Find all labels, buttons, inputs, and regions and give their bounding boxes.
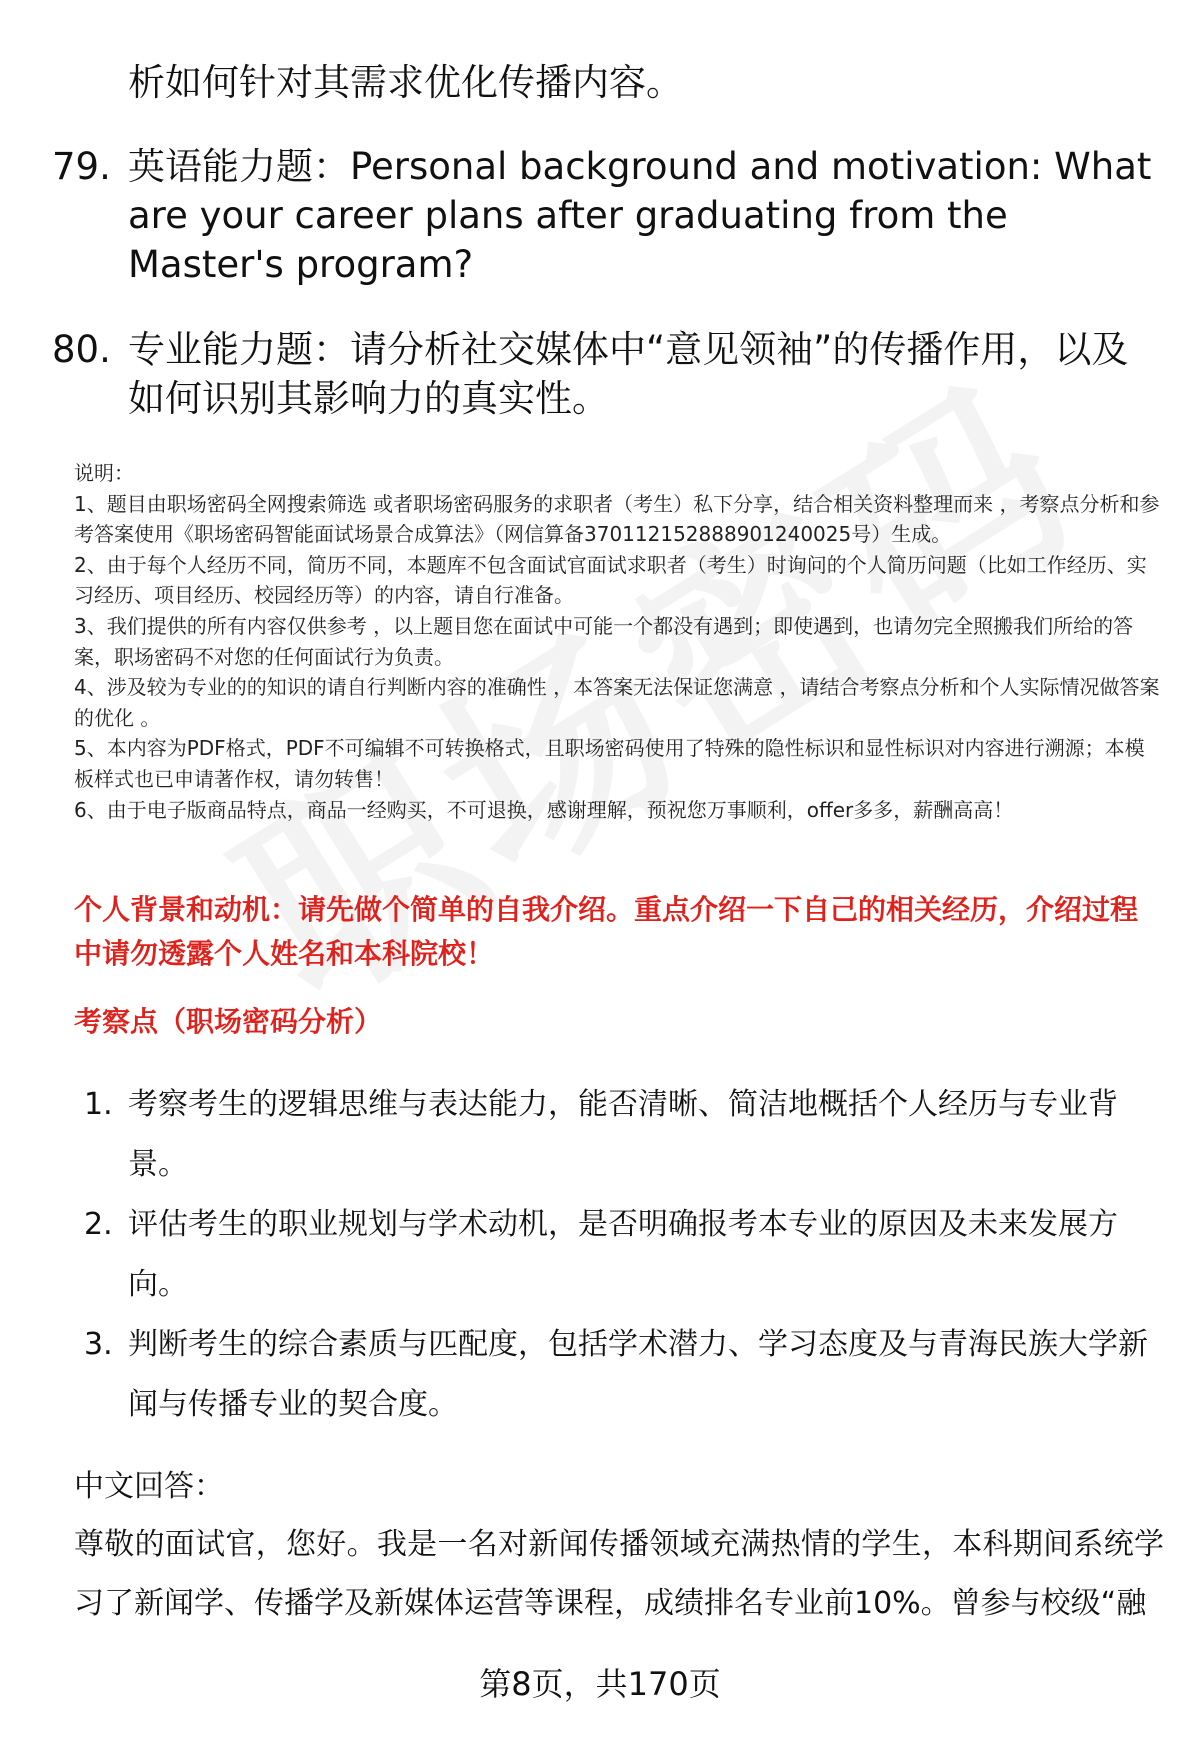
analysis-points-list xyxy=(84,1075,1164,1435)
list-item-number: 2. xyxy=(84,1207,113,1242)
notes-section xyxy=(74,458,1164,825)
question-text: 专业能力题：请分析社交媒体中“意见领袖”的传播作用，以及如何识别其影响力的真实性。 xyxy=(128,328,1129,420)
question-text: 英语能力题：Personal background and motivation: What are your career plans after graduating from the Master's program? xyxy=(128,145,1152,286)
question-number: 79. xyxy=(52,145,111,188)
note-item: 3、我们提供的所有内容仅供参考 ，以上题目您在面试中可能一个都没有遇到；即使遇到，也请勿完全照搬我们所给的答案，职场密码不对您的任何面试行为负责。 xyxy=(74,613,1134,669)
note-item: 4、涉及较为专业的的知识的请自行判断内容的准确性 ，本答案无法保证您满意 ，请结合考察点分析和个人实际情况做答案的优化 。 xyxy=(74,675,1160,730)
continuation-text: 析如何针对其需求优化传播内容。 xyxy=(128,61,683,104)
list-item xyxy=(84,1315,1164,1435)
list-item-number: 1. xyxy=(84,1087,113,1122)
highlight-question: 个人背景和动机：请先做个简单的自我介绍。重点介绍一下自己的相关经历，介绍过程中请勿透露个人姓名和本科院校！ xyxy=(74,893,1139,970)
list-item xyxy=(84,1075,1164,1195)
list-item xyxy=(84,1195,1164,1315)
chinese-answer-label: 中文回答： xyxy=(74,1469,224,1504)
list-item-number: 3. xyxy=(84,1327,113,1362)
note-item: 5、本内容为PDF格式，PDF不可编辑不可转换格式，且职场密码使用了特殊的隐性标识和显性标识对内容进行溯源；本模板样式也已申请著作权，请勿转售！ xyxy=(74,736,1145,791)
analysis-heading: 考察点（职场密码分析） xyxy=(74,1005,383,1038)
list-item-text: 判断考生的综合素质与匹配度，包括学术潜力、学习态度及与青海民族大学新闻与传播专业的契合度。 xyxy=(128,1327,1148,1422)
notes-title: 说明： xyxy=(74,461,134,485)
list-item-text: 考察考生的逻辑思维与表达能力，能否清晰、简洁地概括个人经历与专业背景。 xyxy=(128,1087,1118,1182)
chinese-answer-text: 尊敬的面试官，您好。我是一名对新闻传播领域充满热情的学生，本科期间系统学习了新闻学、传播学及新媒体运营等课程，成绩排名专业前10%。曾参与校级“融 xyxy=(74,1527,1164,1621)
page-footer: 第8页，共170页 xyxy=(479,1665,721,1703)
list-item-text: 评估考生的职业规划与学术动机，是否明确报考本专业的原因及未来发展方向。 xyxy=(128,1207,1118,1302)
question-number: 80. xyxy=(52,328,111,371)
note-item: 1、题目由职场密码全网搜索筛选 或者职场密码服务的求职者（考生）私下分享，结合相关资料整理而来 ，考察点分析和参考答案使用《职场密码智能面试场景合成算法》（网信算备370112152888901240025号）生成。 xyxy=(74,491,1160,547)
question-79 xyxy=(52,142,1162,289)
note-item: 2、由于每个人经历不同，简历不同，本题库不包含面试官面试求职者（考生）时询问的个人简历问题（比如工作经历、实习经历、项目经历、校园经历等）的内容，请自行准备。 xyxy=(74,552,1147,608)
question-80 xyxy=(52,325,1162,423)
note-item: 6、由于电子版商品特点，商品一经购买，不可退换，感谢理解，预祝您万事顺利，offer多多，薪酬高高！ xyxy=(74,797,1014,822)
